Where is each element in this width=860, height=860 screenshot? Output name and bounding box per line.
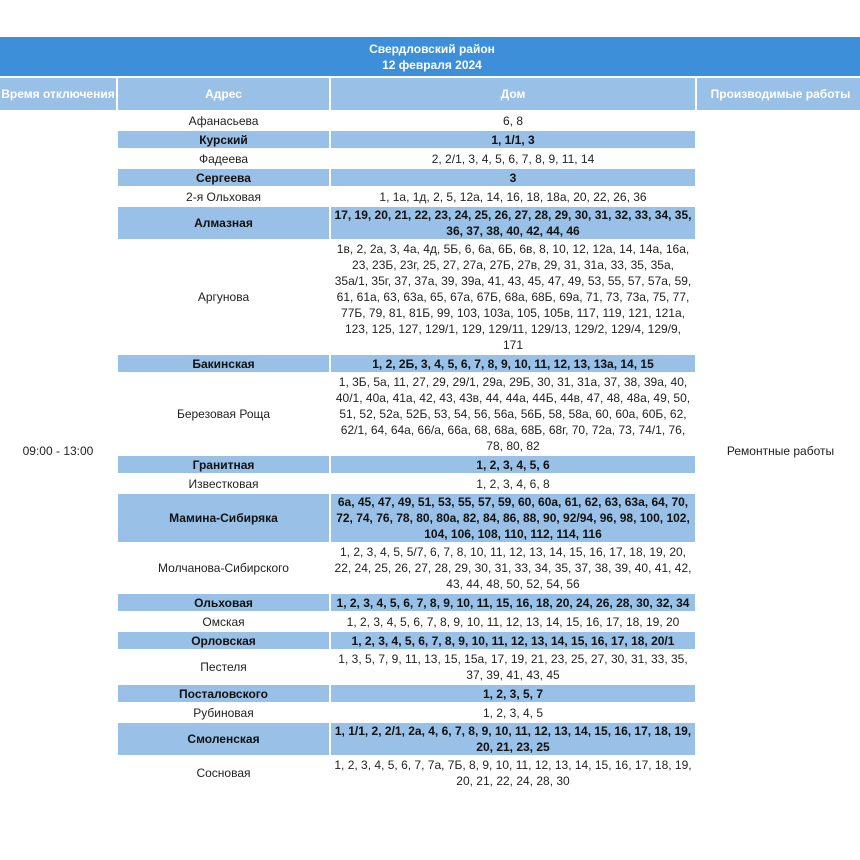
house-numbers: 1, 2, 3, 4, 5, 6, 7, 8, 9, 10, 11, 12, 13, 14, 15, 16, 17, 18, 20/1 bbox=[331, 632, 695, 649]
house-numbers: 1, 1/1, 2, 2/1, 2а, 4, 6, 7, 8, 9, 10, 11, 12, 13, 14, 15, 16, 17, 18, 19, 20, 21, 23, 25 bbox=[331, 723, 695, 755]
house-numbers: 17, 19, 20, 21, 22, 23, 24, 25, 26, 27, 28, 29, 30, 31, 32, 33, 34, 35, 36, 37, 38, 40, 42, 44, 46 bbox=[331, 207, 695, 239]
street-name: Гранитная bbox=[118, 456, 329, 473]
street-name: Курский bbox=[118, 131, 329, 148]
house-numbers: 3 bbox=[331, 169, 695, 186]
street-name: 2-я Ольховая bbox=[186, 189, 261, 204]
header-address: Адрес bbox=[118, 78, 329, 110]
table-body bbox=[0, 112, 860, 789]
street-name: Афанасьева bbox=[188, 113, 259, 128]
house-numbers: 1, 1/1, 3 bbox=[331, 131, 695, 148]
street-name: Известковая bbox=[188, 476, 259, 491]
works-description: Ремонтные работы bbox=[697, 112, 860, 789]
house-numbers: 1, 2, 3, 4, 5, 5/7, 6, 7, 8, 10, 11, 12, 13, 14, 15, 16, 17, 18, 19, 20, 22, 24, 25, 26, 27, 28, 29, 30, 31, 33, 34, 35, 37, 38, 39, 40, 41, 42, 43, 44, 48, 50, 52, 54, 56 bbox=[334, 545, 692, 591]
house-numbers: 6, 8 bbox=[502, 113, 523, 128]
header-works: Производимые работы bbox=[697, 78, 860, 110]
street-name: Бакинская bbox=[118, 355, 329, 372]
house-numbers: 1, 2, 3, 5, 7 bbox=[331, 685, 695, 702]
house-numbers: 1, 1а, 1д, 2, 5, 12а, 14, 16, 18, 18а, 20, 22, 26, 36 bbox=[379, 189, 647, 204]
street-name: Омская bbox=[202, 614, 245, 629]
house-numbers: 1, 2, 3, 4, 6, 8 bbox=[476, 476, 550, 491]
header-time: Время отключения bbox=[0, 78, 116, 110]
house-numbers: 1, 2, 3, 4, 5, 6, 7, 7а, 7Б, 8, 9, 10, 11, 12, 13, 14, 15, 16, 17, 18, 19, 20, 21, 22, 24, 28, 30 bbox=[334, 758, 692, 788]
outage-table bbox=[0, 35, 860, 791]
house-numbers: 6а, 45, 47, 49, 51, 53, 55, 57, 59, 60, 60а, 61, 62, 63, 63а, 64, 70, 72, 74, 76, 78, 80, 80а, 82, 84, 86, 88, 90, 92/94, 96, 98, 100, 102, 104, 106, 108, 110, 112, 114, 116 bbox=[331, 494, 695, 542]
street-name: Посталовского bbox=[118, 685, 329, 702]
house-numbers: 1, 2, 2Б, 3, 4, 5, 6, 7, 8, 9, 10, 11, 12, 13, 13а, 14, 15 bbox=[331, 355, 695, 372]
street-name: Сергеева bbox=[118, 169, 329, 186]
street-name: Сосновая bbox=[196, 766, 251, 780]
table-row bbox=[0, 112, 860, 129]
street-name: Алмазная bbox=[118, 207, 329, 239]
house-numbers: 1, 2, 3, 4, 5, 6, 7, 8, 9, 10, 11, 12, 13, 14, 15, 16, 17, 18, 19, 20 bbox=[346, 614, 680, 629]
house-numbers: 1, 2, 3, 4, 5, 6 bbox=[331, 456, 695, 473]
header-house: Дом bbox=[331, 78, 695, 110]
table-caption bbox=[0, 37, 860, 76]
street-name: Мамина-Сибиряка bbox=[118, 494, 329, 542]
street-name: Аргунова bbox=[197, 290, 250, 304]
outage-date: 12 февраля 2024 bbox=[382, 57, 482, 72]
house-numbers: 1в, 2, 2а, 3, 4а, 4д, 5Б, 6, 6а, 6Б, 6в, 8, 10, 12, 12а, 14, 14а, 16а, 23, 23Б, 23г, 25, 27, 27а, 27Б, 27в, 29, 31, 31а, 33, 35, 35а, 35а/1, 35г, 37, 37а, 39, 39а, 41, 43, 45, 47, 49, 53, 55, 57, 57а, 59, 61, 61а, 63, 63а, 65, 67а, 67Б, 68а, 68Б, 69а, 71, 73, 73а, 75, 77, 77Б, 79, 81, 81Б, 99, 103, 103а, 105, 105в, 117, 119, 121, 121а, 123, 125, 127, 129/1, 129, 129/11, 129/13, 129/2, 129/4, 129/9, 171 bbox=[334, 242, 692, 352]
street-name: Березовая Роща bbox=[176, 407, 271, 421]
street-name: Ольховая bbox=[118, 594, 329, 611]
street-name: Молчанова-Сибирского bbox=[158, 561, 289, 575]
house-numbers: 1, 3, 5, 7, 9, 11, 13, 15, 15а, 17, 19, 21, 23, 25, 27, 30, 31, 33, 35, 37, 39, 41, 43, 45 bbox=[338, 652, 688, 682]
district-name: Свердловский район bbox=[369, 41, 495, 56]
street-name: Смоленская bbox=[118, 723, 329, 755]
outage-time: 09:00 - 13:00 bbox=[0, 112, 116, 789]
street-name: Рубиновая bbox=[193, 705, 254, 720]
street-name: Орловская bbox=[118, 632, 329, 649]
street-name: Фадеева bbox=[198, 151, 249, 166]
street-name: Пестеля bbox=[200, 660, 247, 674]
house-numbers: 1, 3Б, 5а, 11, 27, 29, 29/1, 29а, 29Б, 30, 31, 31а, 37, 38, 39а, 40, 40/1, 40а, 41а, 42, 43, 43в, 44, 44а, 44Б, 44в, 47, 48, 48а, 49, 50, 51, 52, 52а, 52Б, 53, 54, 56, 56а, 56Б, 58, 58а, 60, 60а, 60Б, 62, 62/1, 64, 64а, 66/а, 66а, 68, 68а, 68Б, 68г, 70, 72а, 73, 74/1, 76, 78, 80, 82 bbox=[335, 375, 691, 453]
house-numbers: 1, 2, 3, 4, 5, 6, 7, 8, 9, 10, 11, 15, 16, 18, 20, 24, 26, 28, 30, 32, 34 bbox=[331, 594, 695, 611]
house-numbers: 2, 2/1, 3, 4, 5, 6, 7, 8, 9, 11, 14 bbox=[431, 151, 595, 166]
house-numbers: 1, 2, 3, 4, 5 bbox=[482, 705, 544, 720]
